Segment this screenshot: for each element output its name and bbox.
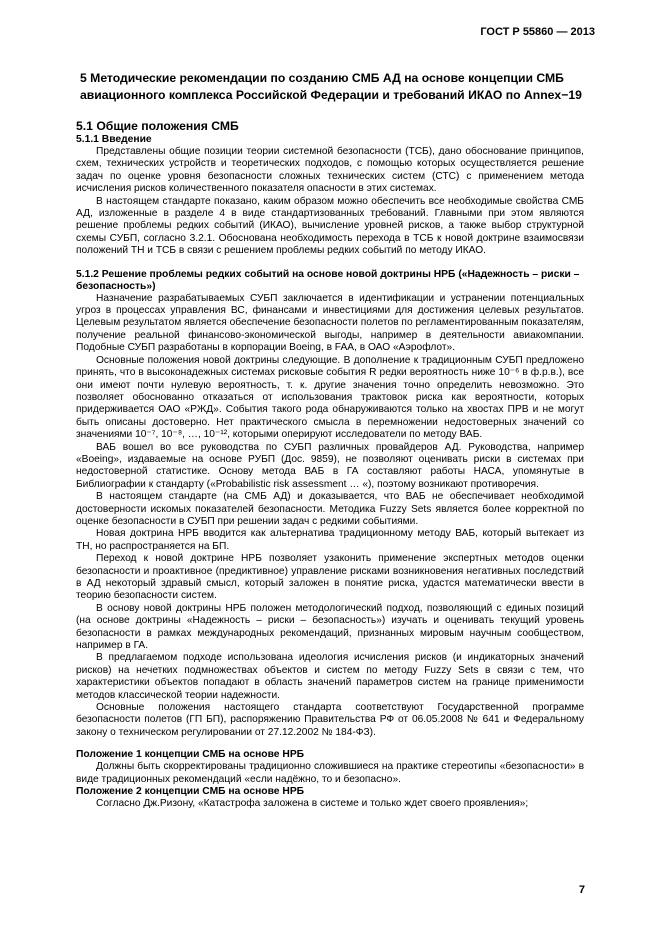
paragraph: Новая доктрина НРБ вводится как альтернатива традиционному методу ВАБ, который вытекает из ТН, но распространяется на БП. bbox=[76, 528, 584, 552]
position-1-title: Положение 1 концепции СМБ на основе НРБ bbox=[76, 749, 305, 761]
paragraph: В основу новой доктрины НРБ положен методологический подход, позволяющий с единых позиций (на основе доктрины «Надежность – риски – безопасность») изучать и оценивать текущий уровень безопасности в рамках международных рекомендаций, признанных мировым научным сообществом, например в ГА. bbox=[76, 602, 584, 652]
paragraph: ВАБ вошел во все руководства по СУБП различных провайдеров АД. Руководства, например «Boeing», издаваемые на основе РУБП (Дос. 9859), не позволяют оценивать риски в системах при недостоверной статистике. Основу метода ВАБ в ГА составляют работы НАСА, упомянутые в Библиографии к стандарту («Probabilistic risk assessment … «), поэтому возникают противоречия. bbox=[76, 441, 584, 490]
section-5-1-2-title: 5.1.2 Решение проблемы редких событий на основе новой доктрины НРБ («Надежность – риски – безопасность») bbox=[76, 268, 580, 292]
paragraph: Представлены общие позиции теории системной безопасности (ТСБ), дано обоснование принципов, схем, технических устройств и теоретических подходов, с помощью которых осуществляется решение задач по оценке уровня безопасности сложных технических систем (СТС) с применением метода исчисления рисков количественного показателя опасности в этих системах. bbox=[76, 146, 584, 195]
paragraph: В настоящем стандарте показано, каким образом можно обеспечить все необходимые свойства СМБ АД, изложенные в разделе 4 в виде стандартизованных требований. Главными при этом являются решение проблемы редких событий (ИКАО), вычисление уровней рисков, а также выбор структурной схемы СУБП, согласно 3.2.1. Обоснована необходимость перехода в ТСБ к новой доктрине взаимосвязи положений ТН и ТСБ в связи с решением проблемы редких событий по методу ИКАО. bbox=[76, 195, 584, 257]
page-number: 7 bbox=[578, 884, 585, 896]
position-2-title: Положение 2 концепции СМБ на основе НРБ bbox=[76, 786, 305, 798]
paragraph: Основные положения новой доктрины следующие. В дополнение к традиционным СУБП предложено принять, что в высоконадежных системах рисковые события R редки вероятность ниже 10⁻⁶ в ф.р.в.), все они имеют почти нулевую вероятность, т. к. другие значения точно определить невозможно. Это позволяет обоснованно отказаться от использования трактовок риска как вероятности, которых придерживается ОАО «РЖД». События такого рода обнаруживаются только на хвостах ПРВ и не могут быть описаны достоверно. Нет практического смысла в перемножении недостоверных значений со значениями 10⁻⁷, 10⁻⁸, …, 10⁻¹², которыми оперируют исследователи по методу ВАБ. bbox=[76, 354, 584, 441]
paragraph: Назначение разрабатываемых СУБП заключается в идентификации и устранении потенциальных угроз в процессах управления ВС, финансами и инвестициями для достижения целевых результатов. Целевым результатом является обеспечение безопасности полетов по регламентированным показателям, получение реальной финансово-экономической выгоды, например в деятельности авиакомпании. Подобные СУБП разработаны в корпорации Boeing, в FAA, в ОАО «Аэрофлот». bbox=[76, 292, 584, 354]
page-content bbox=[76, 70, 584, 811]
standard-number: ГОСТ Р 55860 — 2013 bbox=[480, 26, 595, 38]
paragraph: Должны быть скорректированы традиционно сложившиеся на практике стереотипы «безопасности» в виде традиционных рекомендаций «если надёжно, то и безопасно». bbox=[76, 761, 584, 785]
paragraph: Основные положения настоящего стандарта соответствуют Государственной программе безопасности полетов (ГП БП), распоряжению Правительства РФ от 06.05.2008 № 641 и Федеральному закону о техническом регулировании от 27.12.2002 № 184-ФЗ). bbox=[76, 702, 584, 738]
section-5-1-1-title: 5.1.1 Введение bbox=[76, 134, 152, 145]
section-5-title: 5 Методические рекомендации по созданию СМБ АД на основе концепции СМБ авиационного комплекса Российской Федерации и требований ИКАО по Annex−19 bbox=[80, 71, 582, 102]
paragraph: Согласно Дж.Ризону, «Катастрофа заложена в системе и только ждет своего проявления»; bbox=[96, 798, 529, 810]
paragraph: Переход к новой доктрине НРБ позволяет узаконить применение экспертных методов оценки безопасности и проактивное (предиктивное) управление рисками возникновения негативных последствий в АД некоторый здравый смысл, который заложен в понятие риска, удастся математически ввести в теорию безопасности систем. bbox=[76, 553, 584, 602]
section-5-1-title: 5.1 Общие положения СМБ bbox=[76, 119, 239, 133]
spacer bbox=[76, 739, 584, 749]
paragraph: В настоящем стандарте (на СМБ АД) и доказывается, что ВАБ не обеспечивает необходимой достоверности искомых показателей безопасности. Методика Fuzzy Sets является более корректной по оценке безопасности в СУБП при решении задач с редкими событиями. bbox=[76, 491, 584, 527]
paragraph: В предлагаемом подходе использована идеология исчисления рисков (и индикаторных значений рисков) на нечетких подмножествах объектов и систем по методу Fuzzy Sets в связи с тем, что характеристики объектов попадают в область значений параметров систем на границе применимости методов классической теории надежности. bbox=[76, 652, 584, 701]
